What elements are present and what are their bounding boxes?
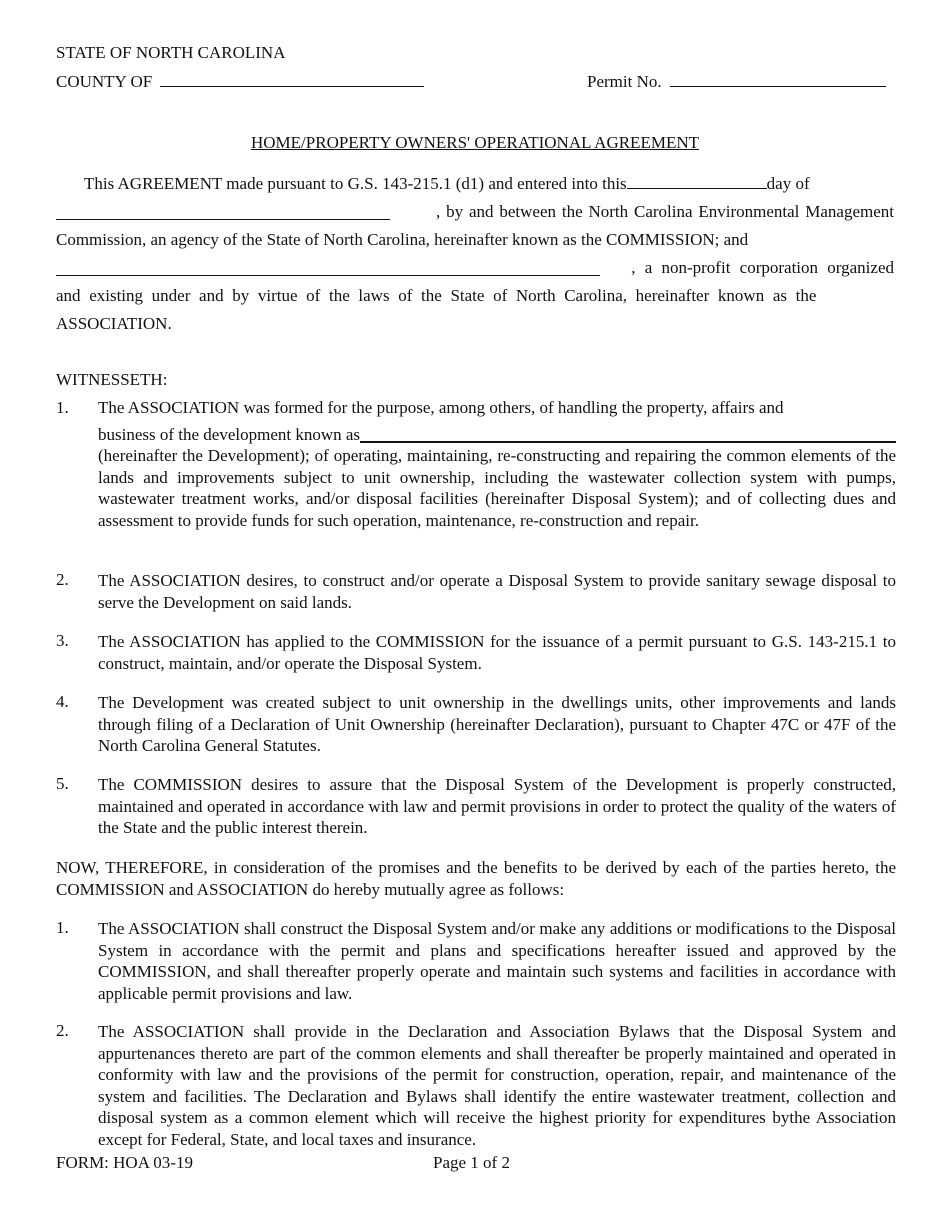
permit-number-blank[interactable] [670,85,886,87]
development-name-blank[interactable] [360,425,896,443]
term-2-text: The ASSOCIATION shall provide in the Declaration and Association Bylaws that the Disposal System and appurtenances thereto are part of the common elements and shall thereafter be properly maintained and operated in conformity with law and the provisions of the permit for construction, operation, repair, and maintenance of the system and facilities. The Declaration and Bylaws shall identify the entire wastewater treatment, collection and disposal system as a common element which will receive the highest priority for expenditures bythe Association except for Federal, State, and local taxes and insurance. [98,1022,896,1149]
recital-2-text: The ASSOCIATION desires, to construct and/or operate a Disposal System to provide sanitary sewage disposal to serve the Development on said lands. [98,571,896,612]
association-name-blank[interactable] [56,274,600,276]
intro-line-2 [56,202,894,222]
intro-line-4 [56,258,894,278]
intro-line-3: Commission, an agency of the State of North Carolina, hereinafter known as the COMMISSION; and [56,230,749,249]
state-heading: STATE OF NORTH CAROLINA [56,43,286,62]
term-2 [56,1021,896,1150]
intro-line-6: ASSOCIATION. [56,314,172,333]
recital-number: 1. [56,398,69,417]
recital-number: 4. [56,692,69,711]
term-number: 2. [56,1021,69,1040]
intro-text-2: , by and between the North Carolina Environmental Management [436,202,894,221]
county-blank[interactable] [160,85,424,87]
recital-number: 5. [56,774,69,793]
page-title: HOME/PROPERTY OWNERS' OPERATIONAL AGREEMENT [251,133,699,152]
date-blank[interactable] [56,218,390,220]
permit-label: Permit No. [587,72,662,91]
now-therefore-paragraph: NOW, THEREFORE, in consideration of the promises and the benefits to be derived by each of the parties hereto, the COMMISSION and ASSOCIATION do hereby mutually agree as follows: [56,858,896,899]
recital-3 [56,631,896,674]
recital-5 [56,774,896,839]
intro-line-5: and existing under and by virtue of the laws of the State of North Carolina, hereinafter known as the [56,286,817,305]
recital-1-text: (hereinafter the Development); of operating, maintaining, re-constructing and repairing the common elements of the lands and improvements subject to unit ownership, including the wastewater collection system with pumps, wastewater treatment works, and/or disposal facilities (hereinafter Disposal System); and of collecting dues and assessment to provide funds for such operation, maintenance, re-construction and repair. [98,446,896,530]
term-1-text: The ASSOCIATION shall construct the Disposal System and/or make any additions or modifications to the Disposal System in accordance with the permit and plans and specifications hereafter issued and approved by the COMMISSION, and shall thereafter properly operate and maintain such systems and facilities in accordance with applicable permit provisions and law. [98,919,896,1003]
page-number: Page 1 of 2 [433,1153,510,1172]
recital-4-text: The Development was created subject to unit ownership in the dwellings units, other improvements and lands through filing of a Declaration of Unit Ownership (hereinafter Declaration), pursuant to Chapter 47C or 47F of the North Carolina General Statutes. [98,693,896,755]
recital-1-line-2 [98,425,896,445]
witnesseth-heading: WITNESSETH: [56,370,168,389]
term-1 [56,918,896,1004]
county-label: COUNTY OF [56,72,153,91]
recital-1-line-1: The ASSOCIATION was formed for the purpose, among others, of handling the property, affairs and [98,398,784,417]
recital-2 [56,570,896,613]
intro-text-1a: This AGREEMENT made pursuant to G.S. 143-215.1 (d1) and entered into this [84,174,627,193]
intro-text-1b: day of [766,174,810,193]
intro-line-1 [84,174,810,194]
recital-4 [56,692,896,757]
intro-text-4: , a non-profit corporation organized [631,258,894,277]
term-number: 1. [56,918,69,937]
recital-3-text: The ASSOCIATION has applied to the COMMISSION for the issuance of a permit pursuant to G.S. 143-215.1 to construct, maintain, and/or operate the Disposal System. [98,632,896,673]
recital-number: 3. [56,631,69,650]
county-line [56,72,424,92]
development-label: business of the development known as [98,425,361,444]
day-blank[interactable] [627,187,767,189]
recital-number: 2. [56,570,69,589]
recital-5-text: The COMMISSION desires to assure that the Disposal System of the Development is properly constructed, maintained and operated in accordance with law and permit provisions in order to protect the quality of the waters of the State and the public interest therein. [98,775,896,837]
permit-line [587,72,886,92]
form-id: FORM: HOA 03-19 [56,1153,193,1172]
recital-1 [56,398,896,531]
